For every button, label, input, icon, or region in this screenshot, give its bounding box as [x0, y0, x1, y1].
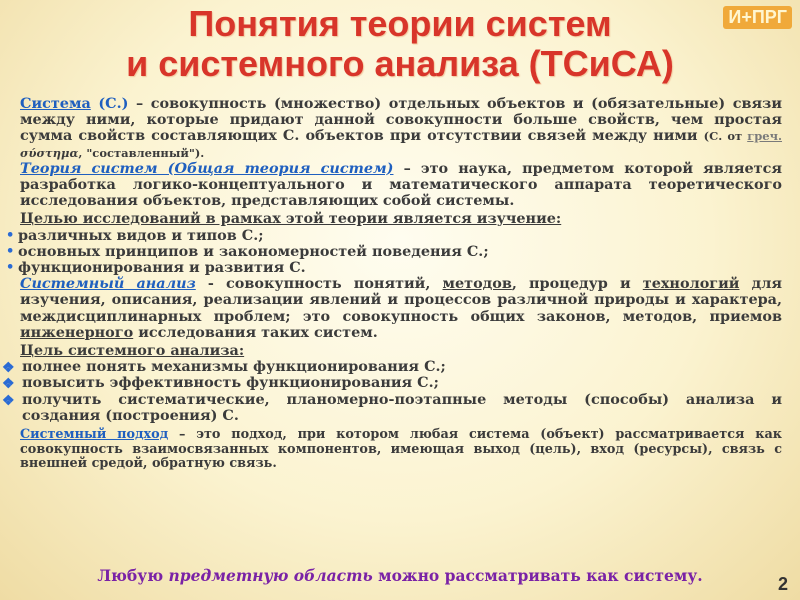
approach-text: – это подход, при котором любая система (объект) рассматривается как совокупность взаимосвязанных компонентов, имеющая выход (цель), вход (ресурсы), связь с внешней средой, обратную связь.	[20, 427, 782, 472]
methods-link[interactable]: методов	[442, 275, 512, 293]
approach-term: Системный подход	[20, 427, 169, 443]
engineering-link[interactable]: инженерного	[20, 323, 134, 341]
list-item: ❖ повысить эффективность функционирования С.;	[2, 374, 439, 393]
research-goal-heading: Целью исследований в рамках этой теории является изучение:	[20, 210, 562, 228]
footer-statement: Любую предметную область можно рассматривать как систему.	[97, 566, 703, 585]
subject-area-emphasis: предметную область	[168, 566, 373, 585]
system-note-suffix: , "составленный").	[78, 145, 205, 160]
title-line-1: Понятия теории систем	[188, 3, 612, 44]
list-item: ❖ полнее понять механизмы функционирования С.;	[2, 358, 446, 377]
research-goal-list	[6, 226, 782, 277]
bullet-dot-icon: •	[6, 227, 15, 243]
analysis-goal-list	[2, 358, 782, 424]
theory-definition-text: – это наука, предметом которой является разработка логико-концептуального и математического аппарата теоретического исследования объектов, представляющих собой системы.	[20, 159, 782, 210]
system-definition	[20, 96, 782, 161]
diamond-bullet-icon: ❖	[2, 376, 15, 393]
analysis-term: Системный анализ	[20, 275, 196, 293]
analysis-goal-heading: Цель системного анализа:	[20, 342, 245, 360]
diamond-bullet-icon: ❖	[2, 392, 15, 409]
bullet-dot-icon: •	[6, 260, 15, 276]
greek-link[interactable]: греч.	[747, 129, 783, 144]
title-line-2: и системного анализа (ТСиСА)	[126, 43, 674, 84]
diamond-bullet-icon: ❖	[2, 360, 15, 377]
slide-content	[2, 95, 783, 472]
system-note-prefix: (С. от	[703, 129, 743, 144]
bullet-dot-icon: •	[6, 243, 15, 259]
system-approach-definition	[20, 428, 782, 472]
list-item: ❖ получить систематические, планомерно-поэтапные методы (способы) анализа и создания (построения) С.	[2, 390, 782, 424]
greek-word: σύστημα	[20, 145, 79, 160]
system-definition-text: – совокупность (множество) отдельных объектов и (обязательные) связи между ними, которые придают данной совокупности больше свойств, чем простая сумма свойств составляющих С. объектов при отсутствии связей между ними	[20, 95, 782, 145]
analysis-definition: Системный анализ - совокупность понятий, методов, процедур и технологий для изучения, описания, реализации явлений и процессов различной природы и характера, междисциплинарных проблем; это совокупность общих законов, методов, приемов инженерного исследования таких систем.	[20, 275, 782, 341]
list-item: • функционирования и развития С.	[6, 259, 306, 277]
system-abbr: (С.)	[98, 95, 129, 112]
list-item: • основных принципов и закономерностей поведения С.;	[6, 242, 489, 260]
list-item: • различных видов и типов С.;	[6, 226, 264, 244]
theory-definition	[20, 161, 782, 210]
theory-term: Теория систем (Общая теория систем)	[20, 159, 394, 177]
system-term: Система	[20, 95, 91, 112]
technologies-link[interactable]: технологий	[642, 275, 740, 293]
slide-title	[0, 4, 800, 84]
page-number: 2	[777, 574, 788, 594]
course-badge: И+ПРГ	[723, 6, 792, 29]
